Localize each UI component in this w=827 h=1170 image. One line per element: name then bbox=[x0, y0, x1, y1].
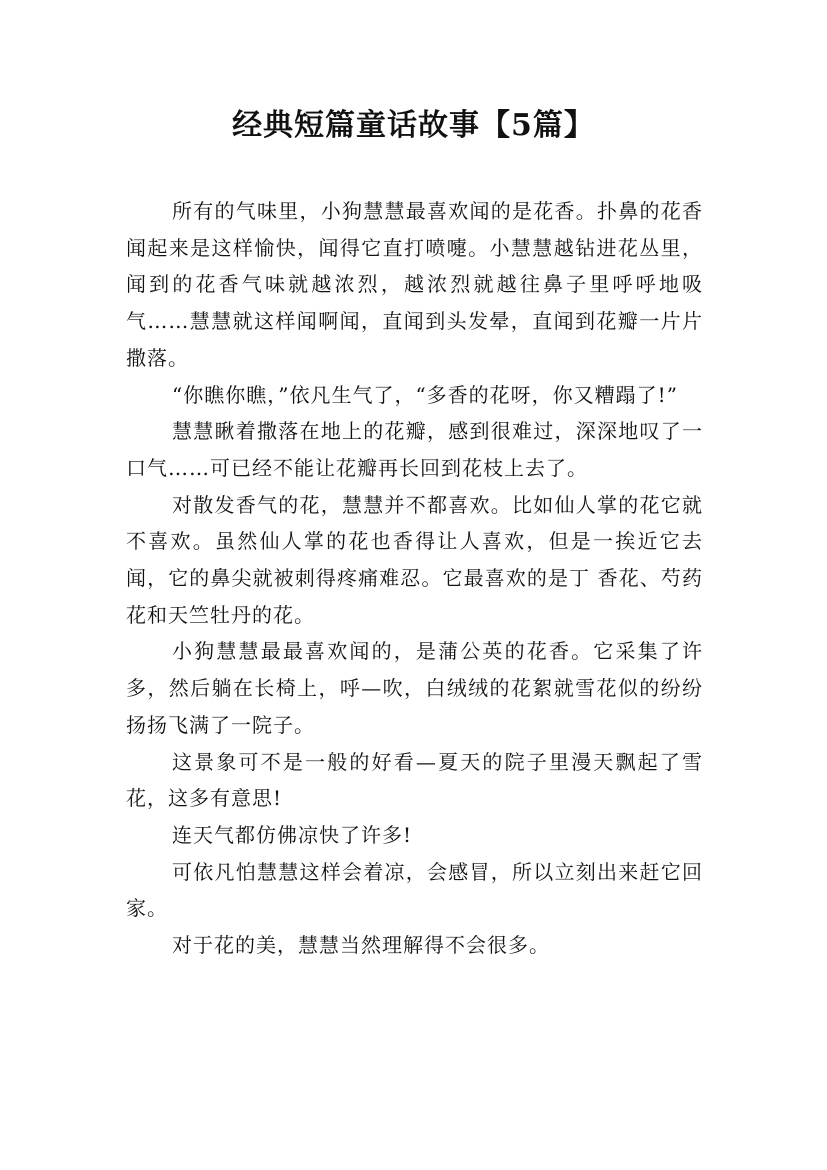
paragraph: 小狗慧慧最最喜欢闻的，是蒲公英的花香。它采集了许多，然后躺在长椅上，呼—吹，白绒绒的花絮就雪花似的纷纷扬扬飞满了一院子。 bbox=[126, 639, 703, 737]
paragraph: 对散发香气的花，慧慧并不都喜欢。比如仙人掌的花它就不喜欢。虽然仙人掌的花也香得让人喜欢，但是一挨近它去闻，它的鼻尖就被刺得疼痛难忍。它最喜欢的是丁 香花、芍药花和天竺牡丹的花。 bbox=[126, 492, 703, 627]
paragraph: “你瞧你瞧，”依凡生气了，“多香的花呀，你又糟蹋了!” bbox=[172, 382, 678, 407]
paragraph: 这景象可不是一般的好看—夏天的院子里漫天飘起了雪花，这多有意思! bbox=[126, 749, 703, 811]
paragraph: 可依凡怕慧慧这样会着凉，会感冒，所以立刻出来赶它回家。 bbox=[126, 859, 703, 921]
paragraph: 对于花的美，慧慧当然理解得不会很多。 bbox=[172, 933, 550, 958]
paragraph: 所有的气味里，小狗慧慧最喜欢闻的是花香。扑鼻的花香闻起来是这样愉快，闻得它直打喷嚏。小慧慧越钻进花丛里，闻到的花香气味就越浓烈，越浓烈就越往鼻子里呼呼地吸气……慧慧就这样闻啊闻，直闻到头发晕，直闻到花瓣一片片撒落。 bbox=[126, 199, 703, 370]
story-body bbox=[126, 193, 703, 964]
paragraph: 慧慧瞅着撒落在地上的花瓣，感到很难过，深深地叹了一口气……可已经不能让花瓣再长回到花枝上去了。 bbox=[126, 419, 703, 480]
paragraph: 连天气都仿佛凉快了许多! bbox=[172, 822, 413, 847]
page-title: 经典短篇童话故事【5篇】 bbox=[232, 108, 595, 143]
